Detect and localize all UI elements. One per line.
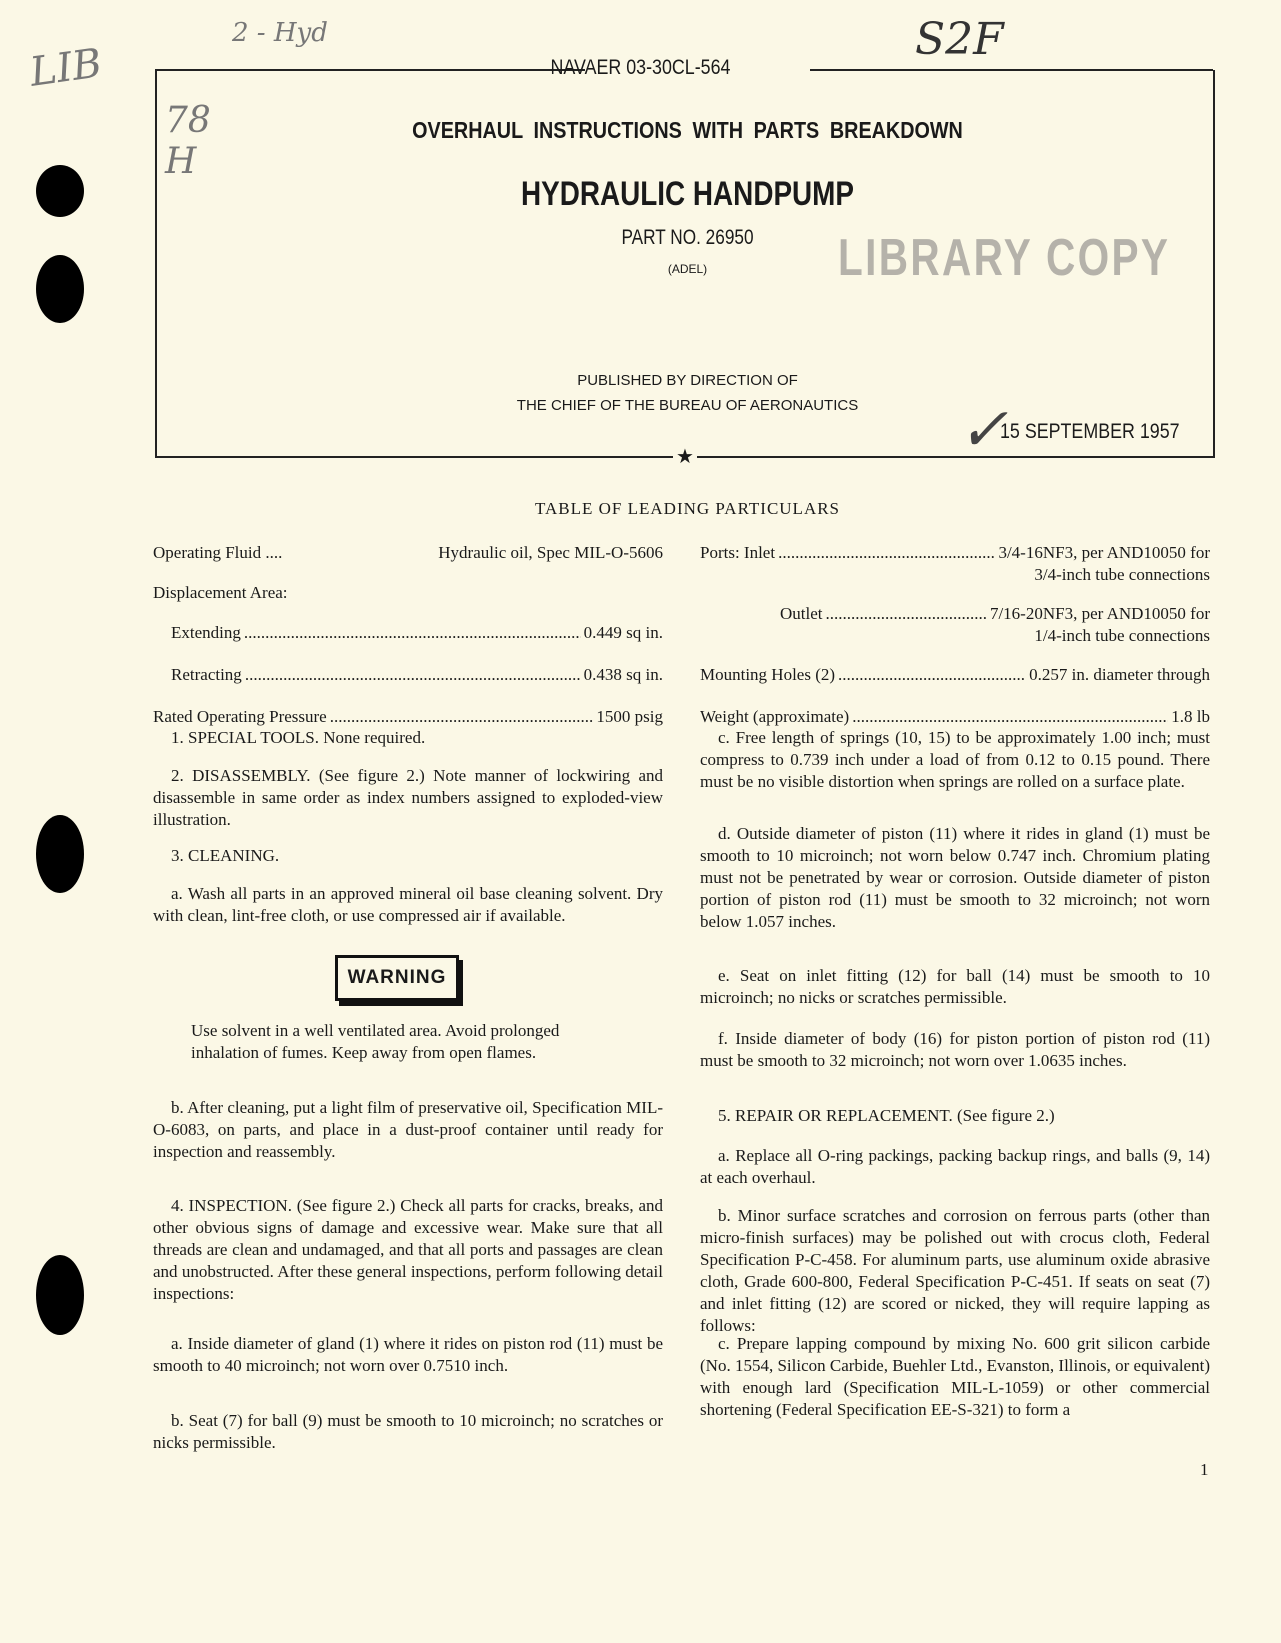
particular-weight bbox=[700, 706, 1210, 728]
handwritten-note: LIB bbox=[27, 40, 105, 96]
binder-hole bbox=[36, 1255, 84, 1335]
cleaning-step-a: a. Wash all parts in an approved mineral oil base cleaning solvent. Dry with clean, lint-free cloth, or use compressed air if available. bbox=[153, 884, 663, 925]
repair-step-a: a. Replace all O-ring packings, packing backup rings, and balls (9, 14) at each overhaul. bbox=[700, 1146, 1210, 1187]
warning-box: WARNING bbox=[335, 955, 459, 1001]
particular-pressure bbox=[153, 706, 663, 728]
label: Outlet bbox=[780, 604, 823, 623]
value: 0.438 sq in. bbox=[583, 665, 663, 684]
label: Retracting bbox=[171, 665, 242, 684]
manufacturer: (ADEL) bbox=[667, 262, 708, 276]
value: Hydraulic oil, Spec MIL-O-5606 bbox=[438, 543, 663, 562]
particular-outlet-cont: 1/4-inch tube connections bbox=[1034, 626, 1210, 645]
document-title: HYDRAULIC HANDPUMP bbox=[520, 175, 854, 213]
particular-inlet bbox=[700, 542, 1210, 564]
label: Operating Fluid .... bbox=[153, 543, 283, 562]
inspection-step-c: c. Free length of springs (10, 15) to be approximately 1.00 inch; must compress to 0.739 inch under a load of from 0.12 to 0.15 pound. There must be no visible distortion when springs are rolled on a surface plate. bbox=[700, 728, 1210, 791]
particular-outlet bbox=[780, 603, 1210, 625]
binder-hole bbox=[36, 165, 84, 217]
particular-inlet-cont: 3/4-inch tube connections bbox=[1034, 565, 1210, 584]
particular-operating-fluid bbox=[153, 542, 663, 564]
inspection-step-b: b. Seat (7) for ball (9) must be smooth to 10 microinch; no scratches or nicks permissible. bbox=[153, 1411, 663, 1452]
label: Rated Operating Pressure bbox=[153, 707, 327, 726]
inspection-step-d: d. Outside diameter of piston (11) where it rides in gland (1) must be smooth to 10 microinch; not worn below 0.747 inch. Chromium plating must not be penetrated by wear or corrosion. Outside diameter of piston portion of piston rod (11) must be smooth to 32 microinch; not worn below 1.057 inches. bbox=[700, 824, 1210, 931]
section-cleaning: 3. CLEANING. bbox=[171, 846, 280, 865]
inspection-step-e: e. Seat on inlet fitting (12) for ball (14) must be smooth to 10 microinch; no nicks or scratches permissible. bbox=[700, 966, 1210, 1007]
value: 1.8 lb bbox=[1171, 707, 1210, 726]
page-number: 1 bbox=[1200, 1460, 1209, 1479]
value: 7/16-20NF3, per AND10050 for bbox=[989, 604, 1210, 623]
value: 3/4-16NF3, per AND10050 for bbox=[998, 543, 1210, 562]
inspection-step-f: f. Inside diameter of body (16) for piston portion of piston rod (11) must be smooth to 32 microinch; not worn over 1.0635 inches. bbox=[700, 1029, 1210, 1070]
value: 0.257 in. diameter through bbox=[1029, 665, 1210, 684]
subtitle: OVERHAUL INSTRUCTIONS WITH PARTS BREAKDOWN bbox=[412, 117, 963, 143]
section-disassembly: 2. DISASSEMBLY. (See figure 2.) Note manner of lockwiring and disassemble in same order as index numbers assigned to exploded-view illustration. bbox=[153, 766, 663, 829]
star-icon: ★ bbox=[673, 444, 697, 469]
label: Ports: Inlet bbox=[700, 543, 776, 562]
section-inspection: 4. INSPECTION. (See figure 2.) Check all parts for cracks, breaks, and other obvious signs of damage and excessive wear. Make sure that all threads are clean and undamaged, and that all ports and passages are clean and unobstructed. After these general inspections, perform following detail inspections: bbox=[153, 1196, 663, 1303]
particular-mounting-holes bbox=[700, 664, 1210, 686]
value: 1500 psig bbox=[596, 707, 663, 726]
handwritten-note: S2F bbox=[915, 14, 1004, 65]
checkmark: ✓ bbox=[958, 397, 1009, 463]
handwritten-note: 2 - Hyd bbox=[232, 18, 328, 48]
particular-displacement: Displacement Area: bbox=[153, 583, 288, 602]
particulars-heading: TABLE OF LEADING PARTICULARS bbox=[534, 499, 841, 518]
value: 0.449 sq in. bbox=[583, 623, 663, 642]
published-line-2: THE CHIEF OF THE BUREAU OF AERONAUTICS bbox=[516, 397, 859, 414]
particular-retracting bbox=[171, 664, 663, 686]
warning-text: Use solvent in a well ventilated area. Avoid prolonged inhalation of fumes. Keep away from open flames. bbox=[191, 1021, 560, 1062]
published-line-1: PUBLISHED BY DIRECTION OF bbox=[577, 372, 798, 389]
doc-number: NAVAER 03-30CL-564 bbox=[550, 56, 731, 79]
label: Mounting Holes (2) bbox=[700, 665, 836, 684]
section-repair: 5. REPAIR OR REPLACEMENT. (See figure 2.) bbox=[718, 1106, 1055, 1125]
handwritten-note: 78 H bbox=[165, 100, 211, 182]
repair-step-c: c. Prepare lapping compound by mixing No. 600 grit silicon carbide (No. 1554, Silicon Carbide, Buehler Ltd., Evanston, Illinois, or equivalent) with enough lard (Specification MIL-L-1059) or other commercial shortening (Federal Specification EE-S-321) to form a bbox=[700, 1334, 1210, 1419]
cleaning-step-b: b. After cleaning, put a light film of preservative oil, Specification MIL-O-6083, on parts, and place in a dust-proof container until ready for inspection and reassembly. bbox=[153, 1098, 663, 1161]
part-number: PART NO. 26950 bbox=[621, 226, 754, 249]
repair-step-b: b. Minor surface scratches and corrosion on ferrous parts (other than micro-finish surfaces) may be polished out with crocus cloth, Federal Specification P-C-458. For aluminum parts, use aluminum oxide abrasive cloth, Grade 600-800, Federal Specification P-C-451. If seats on seat (7) and inlet fitting (12) are scored or nicked, they will require lapping as follows: bbox=[700, 1206, 1210, 1335]
library-copy-stamp: LIBRARY COPY bbox=[838, 229, 1171, 287]
inspection-step-a: a. Inside diameter of gland (1) where it rides on piston rod (11) must be smooth to 40 microinch; not worn over 0.7510 inch. bbox=[153, 1334, 663, 1375]
label: Extending bbox=[171, 623, 241, 642]
binder-hole bbox=[36, 815, 84, 893]
section-special-tools: 1. SPECIAL TOOLS. None required. bbox=[171, 728, 426, 747]
label: Weight (approximate) bbox=[700, 707, 850, 726]
publication-date: 15 SEPTEMBER 1957 bbox=[1000, 420, 1180, 443]
particular-extending bbox=[171, 622, 663, 644]
